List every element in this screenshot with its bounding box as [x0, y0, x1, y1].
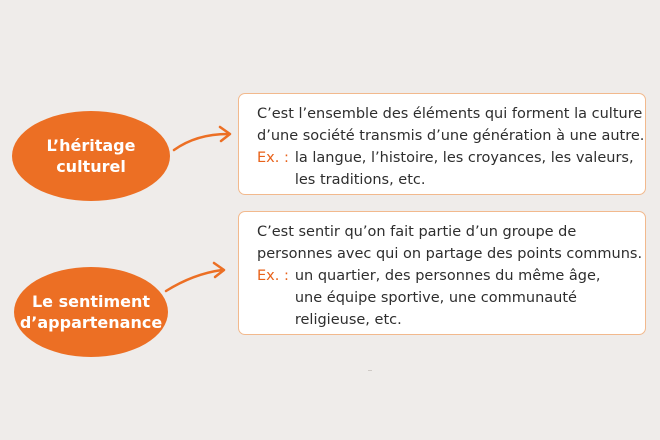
- concept-label-line2: d’appartenance: [19, 313, 163, 332]
- example-label: Ex. :: [257, 150, 289, 166]
- example-row: [257, 265, 635, 331]
- example-row: [257, 147, 635, 191]
- decorative-dot: [368, 370, 372, 371]
- concept-heritage-culturel: [12, 111, 170, 201]
- example-line: la langue, l’histoire, les croyances, les valeurs,: [294, 150, 634, 166]
- example-line: une équipe sportive, une communauté: [294, 290, 577, 306]
- arrow-right-icon: [162, 255, 232, 300]
- concept-label-line1: L’héritage: [46, 136, 136, 155]
- example-line: les traditions, etc.: [294, 172, 426, 188]
- example-label: Ex. :: [257, 268, 289, 284]
- definition-box-appartenance: [238, 211, 646, 335]
- example-line: religieuse, etc.: [294, 312, 402, 328]
- definition-box-heritage: [238, 93, 646, 195]
- concept-sentiment-appartenance: [14, 267, 168, 357]
- arrow-right-icon: [170, 120, 240, 160]
- definition-line: d’une société transmis d’une génération à une autre.: [257, 128, 645, 144]
- definition-line: C’est l’ensemble des éléments qui forment la culture: [257, 106, 643, 122]
- concept-label-line2: culturel: [56, 157, 126, 176]
- definition-line: C’est sentir qu’on fait partie d’un groupe de: [257, 224, 577, 240]
- definition-line: personnes avec qui on partage des points communs.: [257, 246, 643, 262]
- concept-label-line1: Le sentiment: [31, 292, 151, 311]
- example-line: un quartier, des personnes du même âge,: [294, 268, 601, 284]
